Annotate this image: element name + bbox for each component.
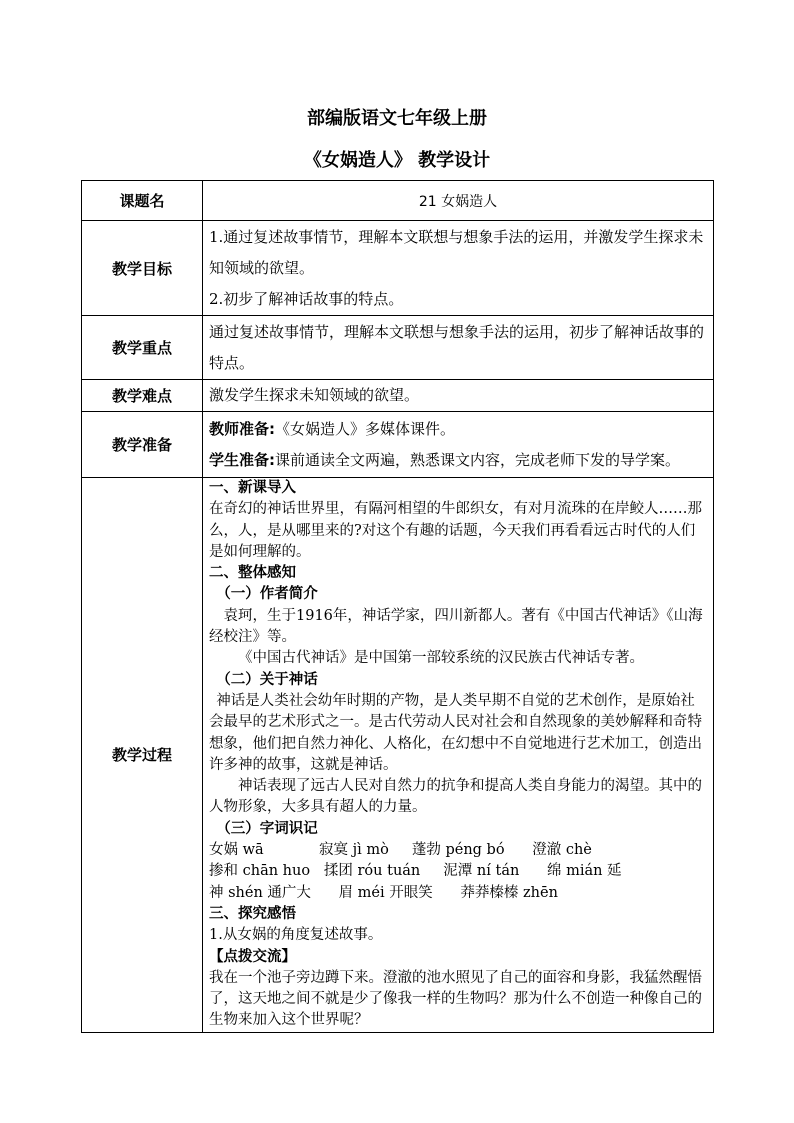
teacher-prep-text: 《女娲造人》多媒体课件。 — [275, 419, 456, 438]
teacher-prep-label: 教师准备: — [209, 419, 275, 438]
difficulties-label: 教学难点 — [82, 380, 203, 412]
table-row — [82, 221, 714, 316]
paragraph: 在奇幻的神话世界里，有隔河相望的牛郎织女，有对月流珠的在岸鲛人……那么，人，是从哪里来的?对这个有趣的话题，今天我们再看看远古时代的人们是如何理解的。 — [209, 501, 702, 560]
list-item: 1.从女娲的角度复述故事。 — [209, 927, 383, 944]
table-row — [82, 412, 714, 478]
goals-label: 教学目标 — [82, 221, 203, 316]
topic-label: 课题名 — [82, 181, 203, 221]
key-points-label: 教学重点 — [82, 316, 203, 380]
paragraph: 我在一个池子旁边蹲下来。澄澈的池水照见了自己的面容和身影，我猛然醒悟了，这天地之间不就是少了像我一样的生物吗？那为什么不创造一种像自己的生物来加入这个世界呢？ — [209, 969, 702, 1029]
paragraph: 神话是人类社会幼年时期的产物，是人类早期不自觉的艺术创作，是原始社会最早的艺术形式之一。是古代劳动人民对社会和自然现象的美妙解释和奇特想象，他们把自然力神化、人格化，在幻想中不自觉地进行艺术加工，创造出许多神的故事，这就是神话。 — [209, 692, 702, 773]
topic-value: 21 女娲造人 — [203, 181, 714, 221]
table-row — [82, 316, 714, 380]
subsection-heading: （三）字词识记 — [216, 820, 318, 837]
page-subtitle: 《女娲造人》 教学设计 — [303, 150, 491, 171]
subsection-heading: （一）作者简介 — [216, 586, 318, 603]
student-prep-text: 课前通读全文两遍，熟悉课文内容，完成老师下发的导学案。 — [275, 450, 681, 469]
process-cell — [203, 478, 714, 1033]
table-row — [82, 181, 714, 221]
key-points-text: 通过复述故事情节，理解本文联想与想象手法的运用，初步了解神话故事的特点。 — [203, 316, 714, 380]
subsection-heading: （二）关于神话 — [216, 671, 318, 688]
preparation-cell — [203, 412, 714, 478]
tip-heading: 【点拨交流】 — [209, 948, 296, 965]
process-label: 教学过程 — [82, 478, 203, 1033]
section-heading: 一、新课导入 — [209, 480, 296, 496]
lesson-plan-table — [81, 180, 714, 1033]
difficulties-text: 激发学生探求未知领域的欲望。 — [203, 380, 714, 412]
page-title: 部编版语文七年级上册 — [307, 108, 487, 129]
paragraph: 袁珂，生于1916年，神话学家，四川新都人。著有《中国古代神话》《山海经校注》等。 — [209, 607, 703, 646]
table-row — [82, 380, 714, 412]
vocab-line: 掺和 chān huo 揉团 róu tuán 泥潭 ní tán 绵 mián 延 — [209, 863, 622, 880]
student-prep-label: 学生准备: — [209, 450, 275, 469]
goal-item: 2.初步了解神话故事的特点。 — [209, 289, 404, 308]
paragraph: 神话表现了远古人民对自然力的抗争和提高人类自身能力的渴望。其中的人物形象，大多具有超人的力量。 — [209, 778, 702, 816]
vocab-line: 女娲 wā 寂寞 jì mò 蓬勃 péng bó 澄澈 chè — [209, 842, 592, 859]
goal-item: 1.通过复述故事情节，理解本文联想与想象手法的运用，并激发学生探求未知领域的欲望。 — [209, 227, 704, 277]
goals-cell — [203, 221, 714, 316]
vocab-line: 神 shén 通广大 眉 méi 开眼笑 莽莽榛榛 zhēn — [209, 884, 558, 901]
section-heading: 三、探究感悟 — [209, 905, 296, 922]
preparation-label: 教学准备 — [82, 412, 203, 478]
table-row — [82, 478, 714, 1033]
section-heading: 二、整体感知 — [209, 565, 296, 582]
paragraph: 《中国古代神话》是中国第一部较系统的汉民族古代神话专著。 — [238, 650, 644, 667]
